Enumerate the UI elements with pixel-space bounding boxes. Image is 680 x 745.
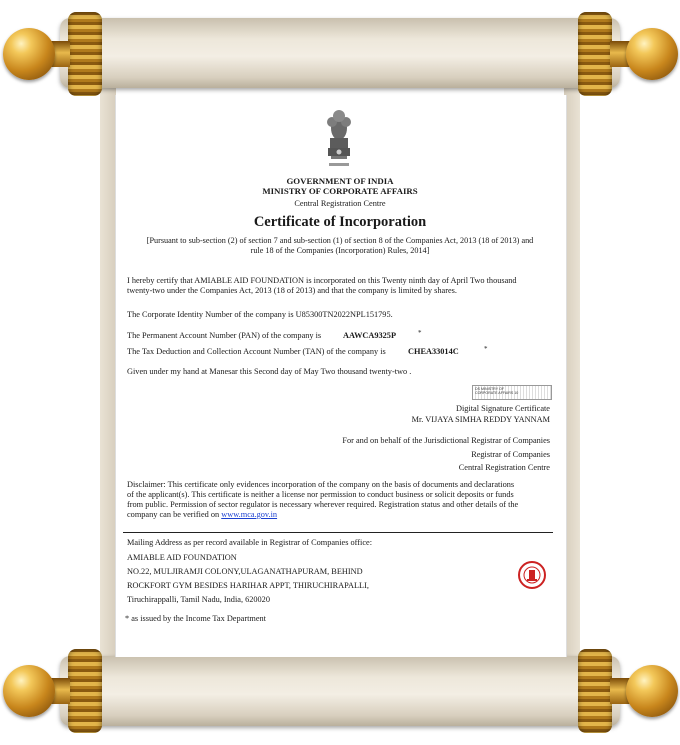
mailing-line-1: AMIABLE AID FOUNDATION bbox=[127, 553, 237, 562]
pursuant-line-1: [Pursuant to sub-section (2) of section 7 and sub-section (1) of section 8 of the Companies Act, 2013 (18 of 2013) and bbox=[146, 236, 534, 245]
mailing-line-3: ROCKFORT GYM BESIDES HARIHAR APPT, THIRUCHIRAPALLI, bbox=[127, 581, 369, 590]
tan-asterisk: * bbox=[484, 345, 488, 353]
disclaimer-line-3: from public. Permission of sector regulator is necessary wherever required. Registration status and other details of the bbox=[127, 500, 519, 509]
registrar-office: Central Registration Centre bbox=[458, 463, 550, 472]
cin-statement: The Corporate Identity Number of the company is U85300TN2022NPL151795. bbox=[127, 310, 393, 319]
scroll-bottom-rod bbox=[60, 656, 620, 726]
pan-asterisk: * bbox=[418, 329, 422, 337]
certificate-title: Certificate of Incorporation bbox=[253, 214, 427, 230]
pursuant-line-2: rule 18 of the Companies (Incorporation) Rules, 2014] bbox=[250, 246, 430, 255]
section-divider bbox=[123, 532, 553, 533]
centre-subheading: Central Registration Centre bbox=[294, 199, 386, 208]
certify-line-1: I hereby certify that AMIABLE AID FOUNDATION is incorporated on this Twenty ninth day of April Two thousand bbox=[127, 276, 517, 285]
scroll-top-rod bbox=[60, 18, 620, 88]
tan-value: CHEA33014C bbox=[408, 347, 459, 356]
dsc-label: Digital Signature Certificate bbox=[455, 404, 550, 413]
ministry-heading: MINISTRY OF CORPORATE AFFAIRS bbox=[262, 186, 418, 196]
disclaimer-line-4 bbox=[127, 510, 277, 519]
mailing-line-2: NO.22, MULJIRAMJI COLONY,ULAGANATHAPURAM, BEHIND bbox=[127, 567, 363, 576]
given-statement: Given under my hand at Manesar this Second day of May Two thousand twenty-two . bbox=[127, 367, 412, 376]
registrar-role: Registrar of Companies bbox=[471, 450, 550, 459]
footnote bbox=[125, 614, 266, 623]
stamp-line-2: CORPORATE AFFAIRS 10 bbox=[475, 391, 519, 395]
tan-statement: The Tax Deduction and Collection Account Number (TAN) of the company is bbox=[127, 347, 386, 356]
footnote-asterisk: * bbox=[125, 614, 130, 623]
behalf-line: For and on behalf of the Jurisdictional Registrar of Companies bbox=[342, 436, 550, 445]
national-emblem-icon bbox=[322, 108, 356, 170]
scroll-paper-edge-left bbox=[100, 88, 116, 660]
stamp-line-1: DS MINISTRY OF bbox=[475, 387, 505, 391]
disclaimer-line-2: of the applicant(s). This certificate is neither a license nor permission to conduct business or solicit deposits or funds bbox=[127, 490, 514, 499]
pan-value: AAWCA9325P bbox=[343, 331, 397, 340]
mailing-line-4: Tiruchirappalli, Tamil Nadu, India, 620020 bbox=[127, 595, 270, 604]
certify-line-2: twenty-two under the Companies Act, 2013 (18 of 2013) and that the company is limited by shares. bbox=[127, 286, 457, 295]
government-heading: GOVERNMENT OF INDIA bbox=[286, 176, 394, 186]
footnote-text: as issued by the Income Tax Department bbox=[131, 614, 266, 623]
disclaimer-line-1: Disclaimer: This certificate only evidences incorporation of the company on the basis of documents and declarations bbox=[127, 480, 515, 489]
disclaimer-verify-text: company can be verified on bbox=[127, 510, 220, 519]
mca-seal-icon bbox=[518, 561, 546, 589]
mailing-label: Mailing Address as per record available in Registrar of Companies office: bbox=[127, 538, 372, 547]
mca-website-link[interactable]: www.mca.gov.in bbox=[221, 510, 278, 519]
digital-signature-stamp bbox=[472, 385, 552, 400]
pan-statement: The Permanent Account Number (PAN) of the company is bbox=[127, 331, 322, 340]
signatory-name: Mr. VIJAYA SIMHA REDDY YANNAM bbox=[411, 415, 550, 424]
